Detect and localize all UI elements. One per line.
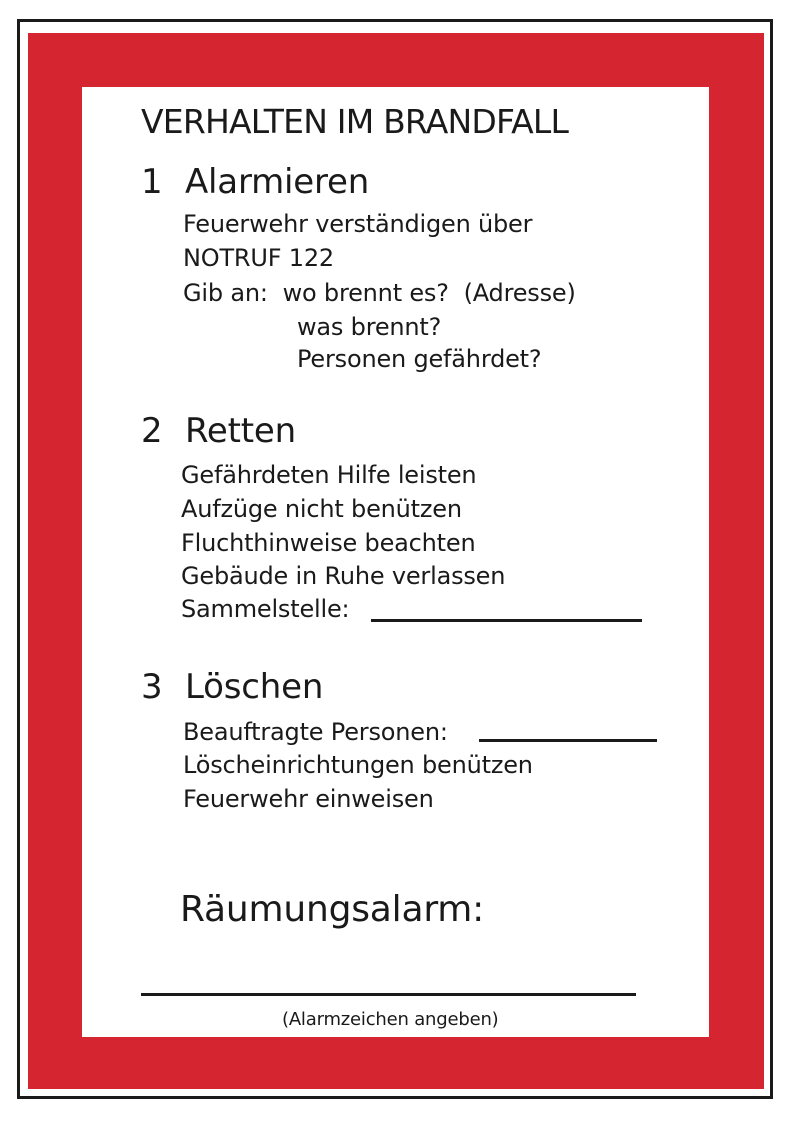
section-3-number: 3 [141,667,163,707]
section-1-title: Alarmieren [185,162,370,202]
section-3-heading [141,667,323,707]
section-1-line: Personen gefährdet? [297,345,542,373]
section-1-line: was brennt? [297,313,442,341]
section-3-line: Beauftragte Personen: [183,718,448,746]
section-2-title: Retten [185,411,296,451]
section-3-line: Löscheinrichtungen benützen [183,751,533,779]
section-3-line: Feuerwehr einweisen [183,785,434,813]
section-1-line: Gib an: wo brennt es? (Adresse) [183,279,576,307]
section-2-line: Aufzüge nicht benützen [181,495,462,523]
designated-persons-blank-line [479,739,657,742]
section-2-line: Gebäude in Ruhe verlassen [181,562,506,590]
section-1-heading [141,162,369,202]
section-1-line: NOTRUF 122 [183,244,334,272]
section-3-title: Löschen [185,667,324,707]
evacuation-alarm-blank-line [141,993,636,996]
assembly-point-blank-line [371,619,642,622]
section-2-line: Gefährdeten Hilfe leisten [181,461,477,489]
section-2-line: Fluchthinweise beachten [181,529,476,557]
section-1-line: Feuerwehr verständigen über [183,210,533,238]
section-1-number: 1 [141,162,163,202]
section-2-line: Sammelstelle: [181,595,350,623]
section-2-heading [141,411,296,451]
evacuation-alarm-label: Räumungsalarm: [180,889,485,930]
sign-title: VERHALTEN IM BRANDFALL [141,102,569,141]
section-2-number: 2 [141,411,163,451]
alarm-signal-note: (Alarmzeichen angeben) [282,1009,499,1030]
